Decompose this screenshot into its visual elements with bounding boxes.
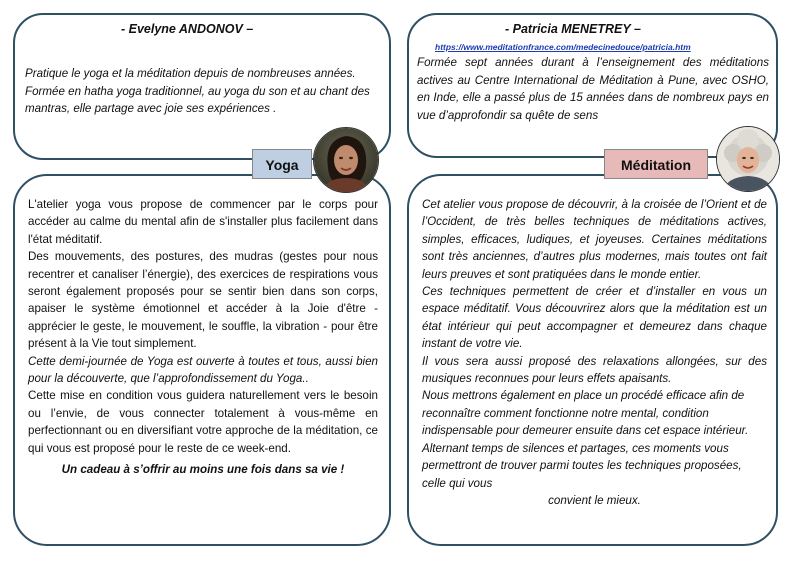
meditation-workshop-paragraph: convient le mieux.	[548, 493, 641, 507]
yoga-workshop-card	[13, 174, 391, 546]
yoga-teacher-avatar	[313, 127, 379, 193]
yoga-workshop-paragraph: L'atelier yoga vous propose de commencer par le corps pour accéder au calme du mental afin de s'installer plus facilement dans l'état méditatif.	[28, 198, 378, 246]
yoga-workshop-closing: Un cadeau à s’offrir au moins une fois dans sa vie !	[61, 463, 345, 477]
meditation-workshop-paragraph: Cet atelier vous propose de découvrir, à la croisée de l’Orient et de l’Occident, de très belles techniques de méditations actives, simples, efficaces, ludiques, et joyeuses. Certaines méditations sont très anciennes, d’autres plus modernes, mais toutes ont fait leurs preuves et sont pratiquées dans le monde entier.	[422, 198, 767, 281]
yoga-teacher-bio: Pratique le yoga et la méditation depuis de nombreuses années. Formée en hatha yoga traditionnel, au yoga du son et au chant des mantras, elle partage avec joie ses expériences .	[25, 67, 370, 115]
meditation-teacher-bio: Formée sept années durant à l’enseignement des méditations actives au Centre International de Méditation à Pune, avec OSHO, en Inde, elle a passé plus de 15 années dans de nombreux pays en vue d’approfondir sa quête de sens	[417, 56, 769, 122]
meditation-workshop-paragraph: Nous mettrons également en place un procédé efficace afin de reconnaître comment fonctionne notre mental, condition indispensable pour demeurer ensuite dans cet espace intérieur. Alternant temps de silences et partages, ces moments vous permettront de trouver parmi toutes les techniques proposées, celle qui vous	[422, 389, 749, 490]
meditation-teacher-name: - Patricia MENETREY –	[505, 22, 641, 36]
meditation-teacher-link[interactable]: https://www.meditationfrance.com/medecinedouce/patricia.htm	[435, 42, 691, 52]
meditation-workshop-paragraph: Ces techniques permettent de créer et d’installer en vous un espace méditatif. Vous découvrirez alors que la méditation est un état intérieur qui peut accompagner et demeurez dans chaque instant de votre vie.	[422, 285, 767, 351]
meditation-tag: Méditation	[604, 149, 708, 179]
woman-portrait-icon	[717, 127, 779, 191]
yoga-workshop-paragraph: Cette demi-journée de Yoga est ouverte à toutes et tous, aussi bien pour la découverte, que l’approfondissement du Yoga..	[28, 354, 378, 386]
meditation-teacher-card	[407, 13, 778, 158]
meditation-teacher-avatar	[716, 126, 780, 192]
meditation-workshop-card	[407, 174, 778, 546]
yoga-tag: Yoga	[252, 149, 312, 179]
yoga-workshop-paragraph: Cette mise en condition vous guidera naturellement vers le besoin ou l’envie, de vous connecter totalement à vous-même en perfectionnant ou en diversifiant votre approche de la méditation, ce qui vous est proposé pour le reste de ce week-end.	[28, 389, 378, 455]
meditation-workshop-text	[422, 196, 767, 509]
yoga-workshop-paragraph: Des mouvements, des postures, des mudras (gestes pour nous recentrer et canaliser l’énergie), des exercices de respirations vous seront également proposés pour se sentir bien dans son corps, apaiser le système émotionnel et accéder à la Joie d'être - apprécier le geste, le mouvement, le souffle, la vibration - pour être présent à la Vie tout simplement.	[28, 250, 378, 351]
yoga-workshop-text	[28, 196, 378, 479]
woman-portrait-icon	[314, 128, 378, 192]
meditation-workshop-paragraph: Il vous sera aussi proposé des relaxations allongées, sur des musiques reconnues pour leurs effets apaisants.	[422, 354, 767, 386]
yoga-teacher-name: - Evelyne ANDONOV –	[121, 22, 254, 36]
